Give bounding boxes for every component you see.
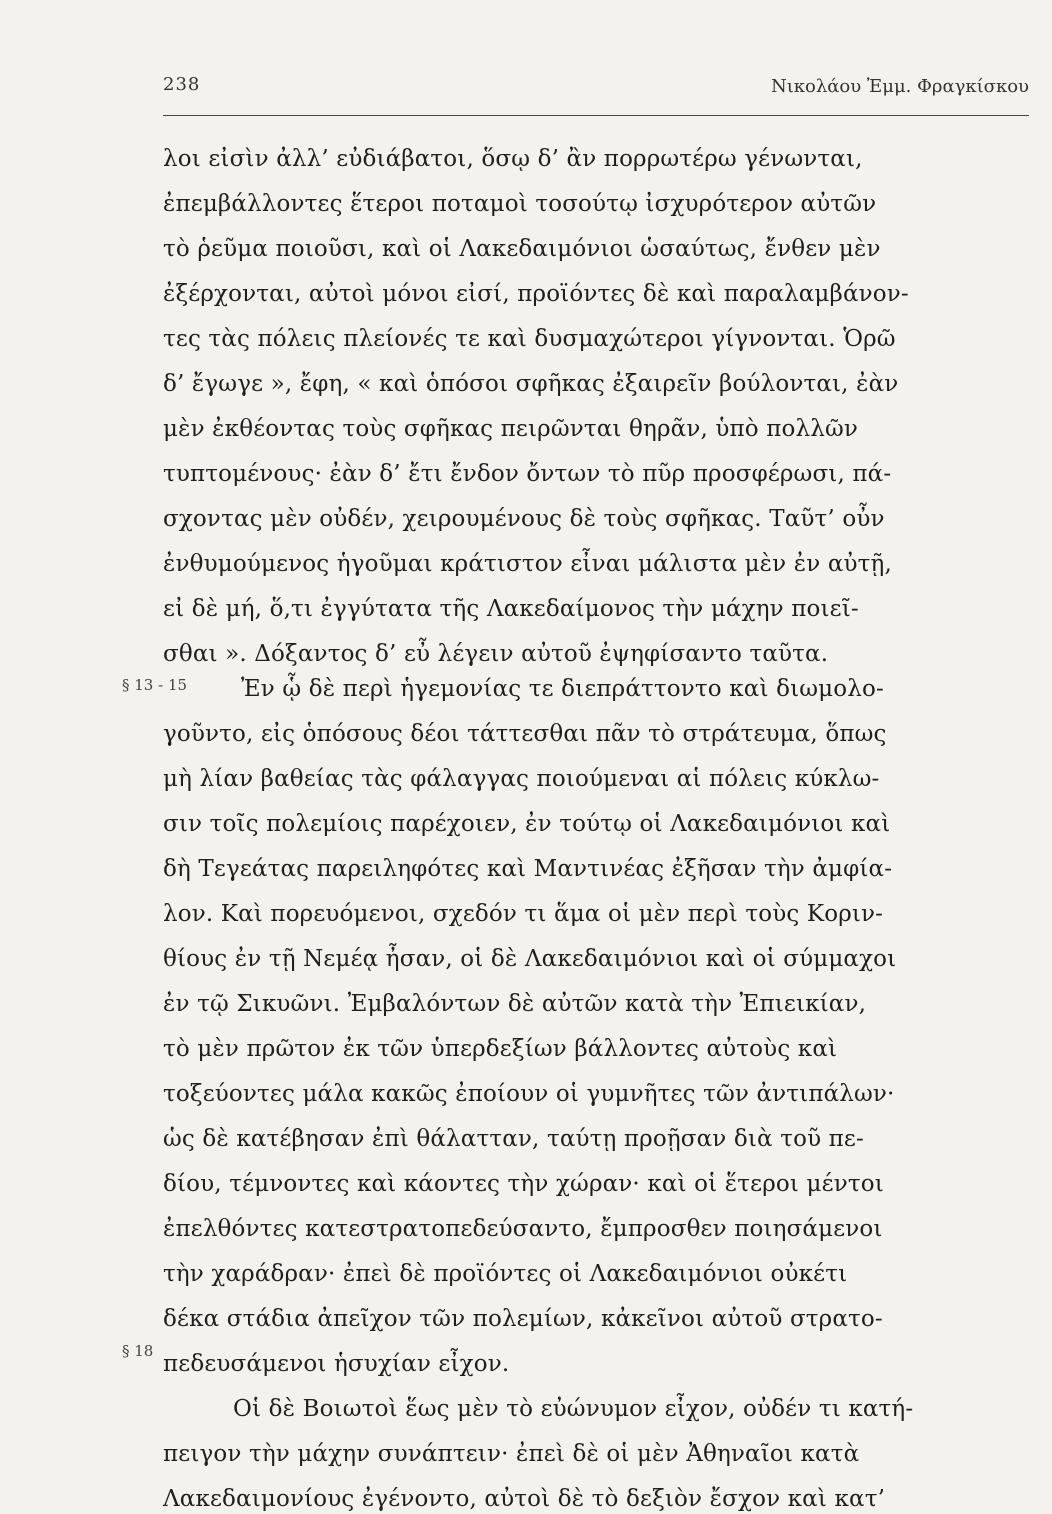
text-line: δέκα στάδια ἀπεῖχον τῶν πολεμίων, κἀκεῖνοι αὐτοῦ στρατο- xyxy=(163,1306,883,1332)
text-line: Ἐν ᾧ δὲ περὶ ἡγεμονίας τε διεπράττοντο καὶ διωμολο- xyxy=(241,676,884,702)
header-rule xyxy=(163,115,1029,116)
text-line: σχοντας μὲν οὐδέν, χειρουμένους δὲ τοὺς σφῆκας. Ταῦτ’ οὖν xyxy=(163,506,885,532)
page-header xyxy=(163,74,1029,114)
text-line: σθαι ». Δόξαντος δ’ εὖ λέγειν αὐτοῦ ἐψηφίσαντο ταῦτα. xyxy=(163,641,829,667)
text-line: τὴν χαράδραν· ἐπεὶ δὲ προϊόντες οἱ Λακεδαιμόνιοι οὐκέτι xyxy=(163,1261,848,1287)
text-line: ἐπεμβάλλοντες ἕτεροι ποταμοὶ τοσούτῳ ἰσχυρότερον αὐτῶν xyxy=(163,191,877,217)
text-line: τες τὰς πόλεις πλείονές τε καὶ δυσμαχώτεροι γίγνονται. Ὁρῶ xyxy=(163,326,896,352)
text-line: πειγον τὴν μάχην συνάπτειν· ἐπεὶ δὲ οἱ μὲν Ἀθηναῖοι κατὰ xyxy=(163,1441,860,1467)
text-line: γοῦντο, εἰς ὁπόσους δέοι τάττεσθαι πᾶν τὸ στράτευμα, ὅπως xyxy=(163,721,887,747)
text-line: τυπτομένους· ἐὰν δ’ ἔτι ἔνδον ὄντων τὸ πῦρ προσφέρωσι, πά- xyxy=(163,461,892,487)
text-line: πεδευσάμενοι ἡσυχίαν εἶχον. xyxy=(163,1351,510,1377)
text-line: ἐπελθόντες κατεστρατοπεδεύσαντο, ἔμπροσθεν ποιησάμενοι xyxy=(163,1216,883,1242)
text-line: ἐν τῷ Σικυῶνι. Ἐμβαλόντων δὲ αὐτῶν κατὰ τὴν Ἐπιεικίαν, xyxy=(163,991,867,1017)
text-line: λοι εἰσὶν ἀλλ’ εὐδιάβατοι, ὅσῳ δ’ ἂν πορρωτέρω γένωνται, xyxy=(163,146,863,172)
text-line: ὡς δὲ κατέβησαν ἐπὶ θάλατταν, ταύτῃ προῇσαν διὰ τοῦ πε- xyxy=(163,1126,864,1152)
text-line: τὸ ῥεῦμα ποιοῦσι, καὶ οἱ Λακεδαιμόνιοι ὡσαύτως, ἔνθεν μὲν xyxy=(163,236,881,262)
text-line: δ’ ἔγωγε », ἔφη, « καὶ ὁπόσοι σφῆκας ἐξαιρεῖν βούλονται, ἐὰν xyxy=(163,371,899,397)
text-line: ἐνθυμούμενος ἡγοῦμαι κράτιστον εἶναι μάλιστα μὲν ἐν αὐτῇ, xyxy=(163,551,892,577)
text-line: σιν τοῖς πολεμίοις παρέχοιεν, ἐν τούτῳ οἱ Λακεδαιμόνιοι καὶ xyxy=(163,811,891,837)
text-line: λον. Καὶ πορευόμενοι, σχεδόν τι ἅμα οἱ μὲν περὶ τοὺς Κοριν- xyxy=(163,901,884,927)
margin-note-section-13-15: § 13 - 15 xyxy=(122,676,188,694)
text-line: δίου, τέμνοντες καὶ κάοντες τὴν χώραν· καὶ οἱ ἕτεροι μέντοι xyxy=(163,1171,884,1197)
text-line: εἰ δὲ μή, ὅ,τι ἐγγύτατα τῆς Λακεδαίμονος τὴν μάχην ποιεῖ- xyxy=(163,596,859,622)
text-line: τοξεύοντες μάλα κακῶς ἐποίουν οἱ γυμνῆτες τῶν ἀντιπάλων· xyxy=(163,1081,895,1107)
text-line: Οἱ δὲ Βοιωτοὶ ἕως μὲν τὸ εὐώνυμον εἶχον, οὐδέν τι κατή- xyxy=(233,1396,914,1422)
text-line: τὸ μὲν πρῶτον ἐκ τῶν ὑπερδεξίων βάλλοντες αὐτοὺς καὶ xyxy=(163,1036,838,1062)
text-line: Λακεδαιμονίους ἐγένοντο, αὐτοὶ δὲ τὸ δεξιὸν ἔσχον καὶ κατ’ xyxy=(163,1486,886,1512)
running-head: Νικολάου Ἐμμ. Φραγκίσκου xyxy=(770,76,1029,97)
text-line: θίους ἐν τῇ Νεμέᾳ ἦσαν, οἱ δὲ Λακεδαιμόνιοι καὶ οἱ σύμμαχοι xyxy=(163,946,897,972)
text-line: δὴ Τεγεάτας παρειληφότες καὶ Μαντινέας ἐξῆσαν τὴν ἀμφία- xyxy=(163,856,893,882)
page-number: 238 xyxy=(163,74,201,95)
margin-note-section-18: § 18 xyxy=(122,1342,154,1360)
text-line: μὴ λίαν βαθείας τὰς φάλαγγας ποιούμεναι αἱ πόλεις κύκλω- xyxy=(163,766,880,792)
text-line: ἐξέρχονται, αὐτοὶ μόνοι εἰσί, προϊόντες δὲ καὶ παραλαμβάνον- xyxy=(163,281,909,307)
text-line: μὲν ἐκθέοντας τοὺς σφῆκας πειρῶνται θηρᾶν, ὑπὸ πολλῶν xyxy=(163,416,859,442)
